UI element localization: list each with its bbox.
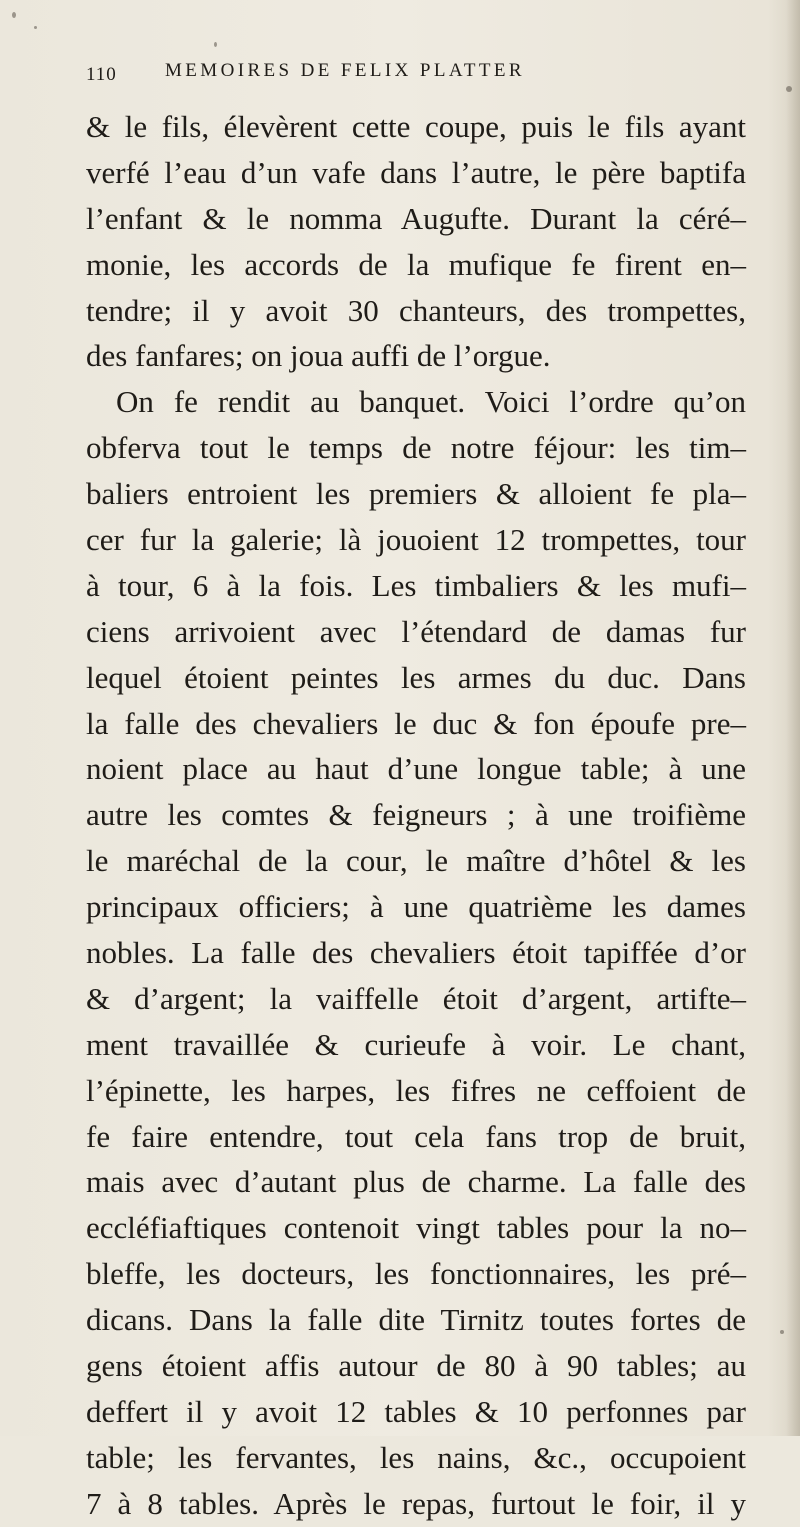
text-line: baliers entroient les premiers & alloient fe pla– (86, 476, 746, 512)
text-line: la falle des chevaliers le duc & fon époufe pre– (86, 705, 746, 741)
text-line: fe faire entendre, tout cela fans trop de bruit, (86, 1118, 746, 1154)
text-line: cer fur la galerie; là jouoient 12 trompettes, tour (86, 522, 746, 558)
text-line: & le fils, élevèrent cette coupe, puis le fils ayant (86, 109, 746, 144)
ink-speck (34, 26, 37, 29)
text-line: ciens arrivoient avec l’étendard de damas fur (86, 613, 746, 649)
text-line: eccléfiaftiques contenoit vingt tables pour la no– (86, 1210, 746, 1246)
text-line: des fanfares; on joua auffi de l’orgue. (86, 338, 551, 374)
ink-speck (214, 42, 217, 47)
text-line: verfé l’eau d’un vafe dans l’autre, le père baptifa (86, 154, 746, 190)
running-head-title: MEMOIRES DE FELIX PLATTER (165, 60, 525, 81)
page-number: 110 (86, 64, 117, 85)
text-line: deffert il y avoit 12 tables & 10 perfonnes par (86, 1393, 746, 1429)
text-line: tendre; il y avoit 30 chanteurs, des trompettes, (86, 292, 746, 328)
ink-speck (786, 86, 792, 92)
running-head (86, 58, 726, 88)
text-line: principaux officiers; à une quatrième les dames (86, 889, 746, 925)
text-line: On fe rendit au banquet. Voici l’ordre qu’on (116, 384, 746, 420)
text-line: mais avec d’autant plus de charme. La falle des (86, 1164, 746, 1200)
page-edge-shadow (786, 0, 800, 1436)
text-line: dicans. Dans la falle dite Tirnitz toutes fortes de (86, 1302, 746, 1338)
text-line: & d’argent; la vaiffelle étoit d’argent, artifte– (86, 980, 746, 1016)
text-line: obferva tout le temps de notre féjour: les tim– (86, 430, 746, 466)
text-line: ment travaillée & curieufe à voir. Le chant, (86, 1026, 746, 1062)
text-line: table; les fervantes, les nains, &c., occupoient (86, 1439, 746, 1475)
text-line: lequel étoient peintes les armes du duc. Dans (86, 659, 746, 695)
text-line: l’épinette, les harpes, les fifres ne ceffoient de (86, 1072, 746, 1108)
text-line: bleffe, les docteurs, les fonctionnaires, les pré– (86, 1256, 746, 1292)
ink-speck (12, 12, 16, 18)
text-line: noient place au haut d’une longue table; à une (86, 751, 746, 787)
text-line: à tour, 6 à la fois. Les timbaliers & les mufi– (86, 567, 746, 603)
ink-speck (780, 1330, 784, 1334)
text-line: monie, les accords de la mufique fe firent en– (86, 246, 746, 282)
text-line: nobles. La falle des chevaliers étoit tapiffée d’or (86, 935, 746, 971)
text-line: autre les comtes & feigneurs ; à une troifième (86, 797, 746, 833)
text-line: le maréchal de la cour, le maître d’hôtel & les (86, 843, 746, 879)
body-text (86, 104, 746, 1527)
text-line: gens étoient affis autour de 80 à 90 tables; au (86, 1348, 746, 1384)
text-line: l’enfant & le nomma Augufte. Durant la céré– (86, 200, 746, 236)
text-line: 7 à 8 tables. Après le repas, furtout le foir, il y (86, 1485, 746, 1521)
